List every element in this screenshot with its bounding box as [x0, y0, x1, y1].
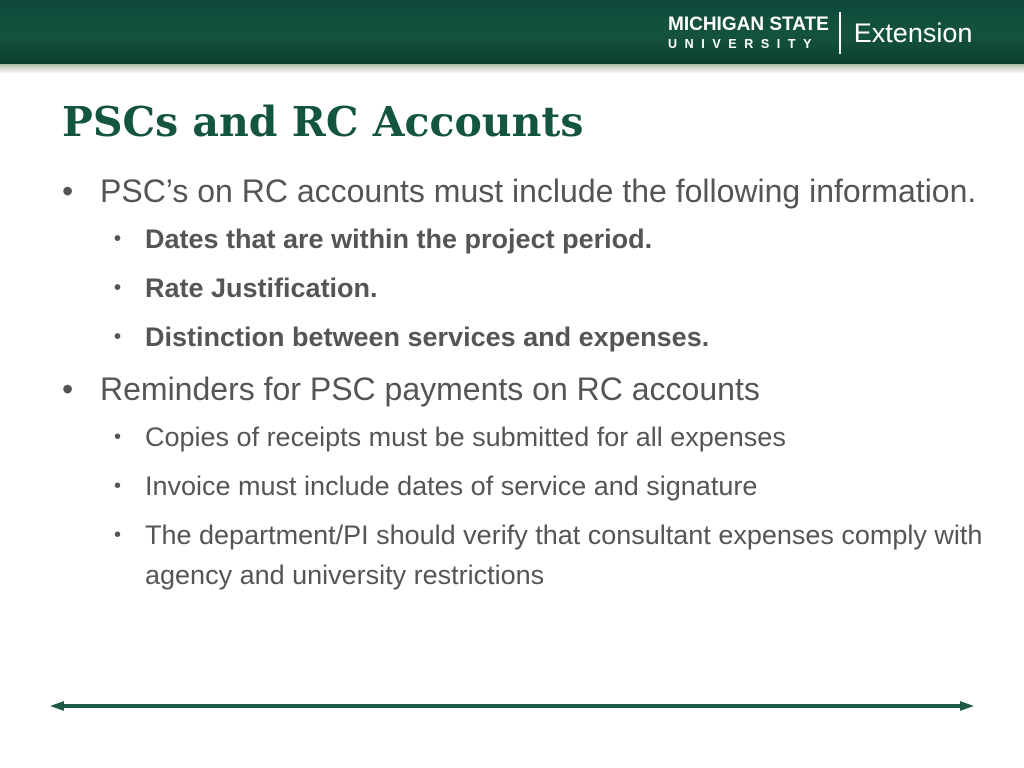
bullet-dot-icon: • — [114, 277, 122, 299]
header-stripe — [0, 64, 1024, 73]
logo-line-michigan-state: MICHIGAN STATE — [668, 14, 829, 36]
bullet-dot-icon: • — [114, 228, 122, 250]
sub-bullet-text: Copies of receipts must be submitted for all expenses — [145, 422, 786, 452]
sub-bullet-text: Rate Justification. — [145, 273, 378, 303]
bullet-text: Reminders for PSC payments on RC accounts — [100, 371, 760, 407]
rule-arrow-right-icon — [960, 701, 974, 711]
rule-line — [60, 704, 964, 708]
sub-bullet-item — [100, 466, 992, 506]
sub-bullet-text: Invoice must include dates of service and signature — [145, 471, 758, 501]
bullet-list — [62, 168, 992, 595]
bullet-item — [62, 366, 992, 595]
sub-bullet-item — [100, 417, 992, 457]
sub-bullet-item — [100, 268, 992, 308]
bullet-dot-icon: • — [62, 371, 74, 407]
bullet-dot-icon: • — [114, 524, 122, 546]
sub-bullet-list — [100, 219, 992, 357]
sub-bullet-item — [100, 317, 992, 357]
slide-body — [62, 168, 992, 604]
bullet-dot-icon: • — [62, 173, 74, 209]
bullet-text: PSC’s on RC accounts must include the following information. — [100, 173, 977, 209]
sub-bullet-item — [100, 515, 992, 595]
bullet-dot-icon: • — [114, 426, 122, 448]
bullet-dot-icon: • — [114, 475, 122, 497]
logo-divider — [839, 12, 841, 54]
bullet-dot-icon: • — [114, 326, 122, 348]
bullet-item — [62, 168, 992, 357]
sub-bullet-item — [100, 219, 992, 259]
sub-bullet-text: Distinction between services and expenses. — [145, 322, 710, 352]
msu-wordmark — [668, 15, 829, 51]
sub-bullet-text: Dates that are within the project period. — [145, 224, 653, 254]
sub-bullet-list — [100, 417, 992, 595]
sub-bullet-text: The department/PI should verify that consultant expenses comply with agency and university restrictions — [145, 520, 983, 590]
logo-extension: Extension — [853, 17, 973, 48]
bottom-rule — [50, 699, 974, 713]
slide-title: PSCs and RC Accounts — [62, 98, 584, 146]
msu-extension-logo — [668, 11, 972, 55]
logo-line-university: UNIVERSITY — [668, 37, 820, 52]
